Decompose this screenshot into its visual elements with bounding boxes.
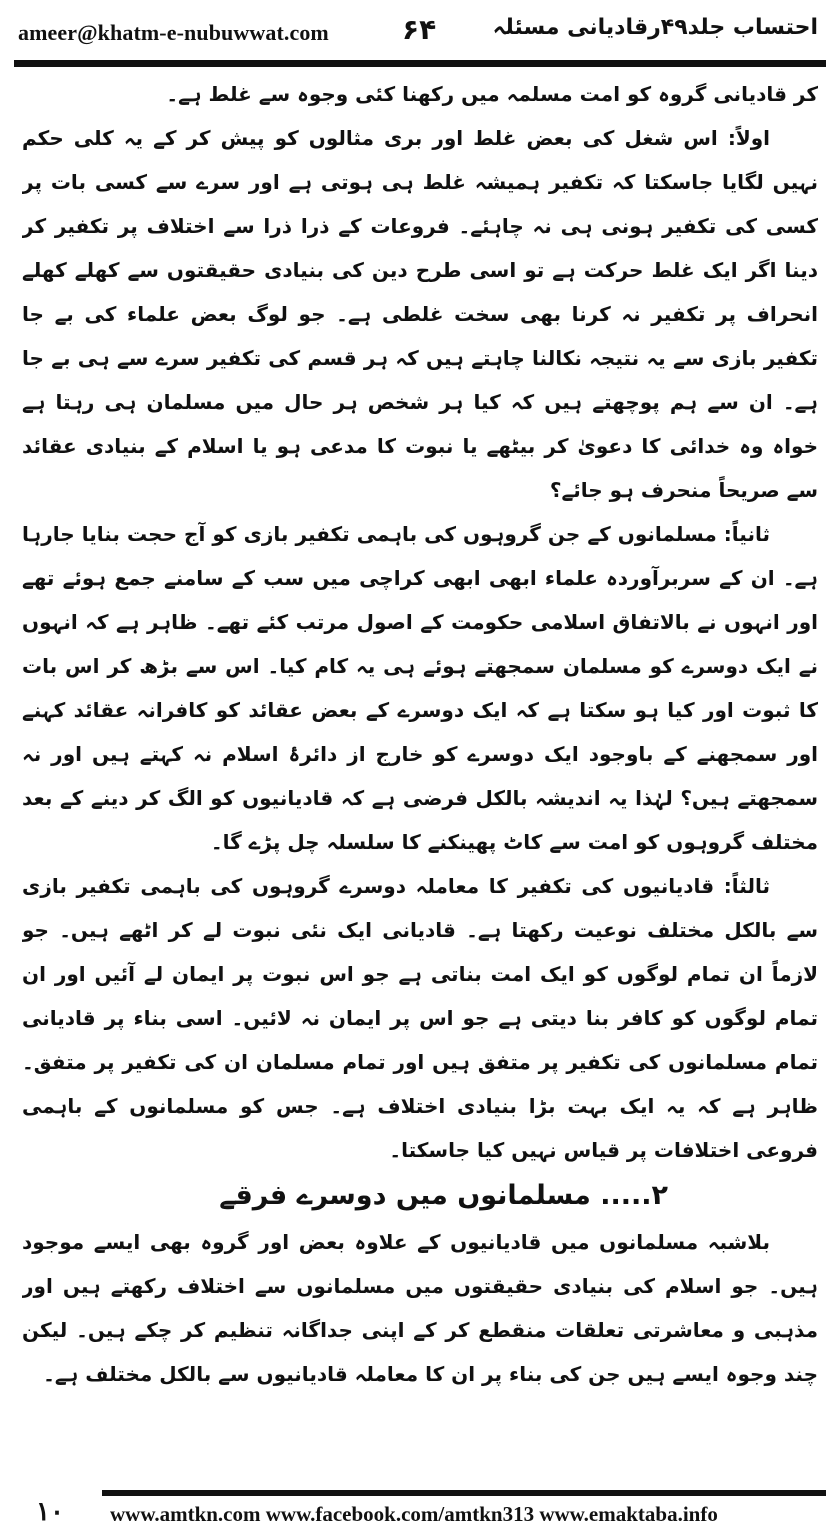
- header-rule: [14, 60, 826, 67]
- header-email: ameer@khatm-e-nubuwwat.com: [18, 20, 329, 45]
- paragraph-second-point: ثانیاً: مسلمانوں کے جن گروہوں کی باہمی تکفیر بازی کو آج حجت بنایا جارہا ہے۔ ان کے سربرآوردہ علماء ابھی ابھی کراچی میں سب کے سامنے جمع ہوئے تھے اور انہوں نے بالاتفاق اسلامی حکومت کے اصول مرتب کئے تھے۔ ظاہر ہے کہ انہوں نے ایک دوسرے کو مسلمان سمجھتے ہوئے ہی یہ کام کیا۔ اس سے بڑھ کر اس بات کا ثبوت اور کیا ہو سکتا ہے کہ ایک دوسرے کے بعض عقائد کو کافرانہ عقائد کہنے اور سمجھنے کے باوجود ایک دوسرے کو خارج از دائرۂ اسلام نہ کہتے ہیں اور نہ سمجھتے ہیں؟ لہٰذا یہ اندیشہ بالکل فرضی ہے کہ قادیانیوں کو الگ کر دینے کے بعد مختلف گروہوں کو امت سے کاٹ پھینکنے کا سلسلہ چل پڑے گا۔: [22, 522, 818, 854]
- page-footer: [14, 1488, 826, 1534]
- section-heading: ۲..... مسلمانوں میں دوسرے فرقے: [219, 1180, 668, 1211]
- page-body: [22, 72, 818, 1458]
- page-header: [14, 10, 826, 60]
- footer-urls: www.amtkn.com www.facebook.com/amtkn313 www.emaktaba.info: [110, 1502, 718, 1526]
- header-page-number: ۶۴: [402, 13, 437, 46]
- paragraph-continuation: کر قادیانی گروہ کو امت مسلمہ میں رکھنا کئی وجوہ سے غلط ہے۔: [166, 82, 818, 106]
- header-book-title: احتساب جلد۴۹رقادیانی مسئلہ: [492, 15, 818, 40]
- paragraph-third-point: ثالثاً: قادیانیوں کی تکفیر کا معاملہ دوسرے گروہوں کی باہمی تکفیر بازی سے بالکل مختلف نوعیت رکھتا ہے۔ قادیانی ایک نئی نبوت لے کر اٹھے ہیں۔ جو لازماً ان تمام لوگوں کو ایک امت بناتی ہے جو اس نبوت پر ایمان لے آئیں اور ان تمام لوگوں کو کافر بنا دیتی ہے جو اس پر ایمان نہ لائیں۔ اسی بناء پر قادیانی تمام مسلمانوں کی تکفیر پر متفق ہیں اور تمام مسلمان ان کی تکفیر پر متفق۔ ظاہر ہے کہ یہ ایک بہت بڑا بنیادی اختلاف ہے۔ جس کو مسلمانوں کے باہمی فروعی اختلافات پر قیاس نہیں کیا جاسکتا۔: [22, 874, 818, 1162]
- paragraph-first-point: اولاً: اس شغل کی بعض غلط اور بری مثالوں کو پیش کر کے یہ کلی حکم نہیں لگایا جاسکتا کہ تکفیر ہمیشہ غلط ہی ہوتی ہے اور سرے سے کسی بات پر کسی کی تکفیر ہونی ہی نہ چاہئے۔ فروعات کے ذرا ذرا سے اختلاف پر تکفیر کر دینا اگر ایک غلط حرکت ہے تو اسی طرح دین کی بنیادی حقیقتوں سے کھلے کھلے انحراف پر تکفیر نہ کرنا بھی سخت غلطی ہے۔ جو لوگ بعض علماء کی بے جا تکفیر بازی سے یہ نتیجہ نکالنا چاہتے ہیں کہ ہر قسم کی تکفیر سرے سے ہی بے جا ہے۔ ان سے ہم پوچھتے ہیں کہ کیا ہر شخص ہر حال میں مسلمان ہی رہتا ہے خواہ وہ خدائی کا دعویٰ کر بیٹھے یا نبوت کا مدعی ہو یا اسلام کے بنیادی عقائد سے صریحاً منحرف ہو جائے؟: [22, 126, 818, 502]
- footer-url-bar: [102, 1490, 826, 1532]
- footer-page-number: ۱۰: [36, 1496, 64, 1526]
- paragraph-section-body: بلاشبہ مسلمانوں میں قادیانیوں کے علاوہ بعض اور گروہ بھی ایسے موجود ہیں۔ جو اسلام کی بنیادی حقیقتوں میں مسلمانوں سے اختلاف رکھتے ہیں اور مذہبی و معاشرتی تعلقات منقطع کر کے اپنی جداگانہ تنظیم کر چکے ہیں۔ لیکن چند وجوہ ایسے ہیں جن کی بناء پر ان کا معاملہ قادیانیوں سے بالکل مختلف ہے۔: [22, 1230, 818, 1386]
